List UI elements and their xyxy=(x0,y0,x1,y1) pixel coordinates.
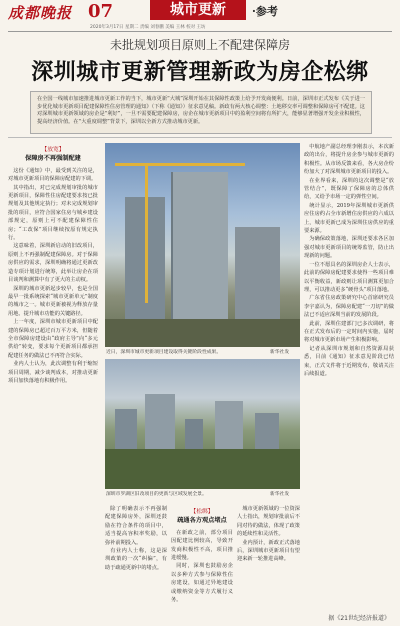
paragraph: 其中指出，对已完成规划审批的城市更新项目，保障性住房配建要求按已批规划及其他规定执行；对未完成规划审批的项目，应符合国家住房与城乡建设部规定，原则上可不配建保障性住房；“工改保”项目继续按原有规定执行。 xyxy=(8,184,98,242)
paragraph: 深圳的城市更新起步较早，也是全国最早一批系统探索“城市更新单元”制度的城市之一。城市更新被视为释放存量用地、提升城市功能的关键路径。 xyxy=(8,285,98,317)
paragraph: 同时，深圳也鼓励房企以多种方式参与保障性住房建设，如通过异地建设或缴纳资金等方式履行义务。 xyxy=(171,563,233,604)
paragraph: 业内预计，新政正式落地后，深圳城市更新项目有望迎来新一轮推进高峰。 xyxy=(237,539,300,563)
subhead-label: 【放宽】 xyxy=(41,147,65,153)
section-band xyxy=(150,0,246,20)
column-1 xyxy=(8,143,98,615)
subhead-label: 【松绑】 xyxy=(190,509,214,515)
hill-shape xyxy=(105,449,300,489)
lead-text: 在全国一线城市加速推进城市更新工作的当下，城市更新“大城”深圳开始在其保障性政策上给予开发商便利。日前，深圳市正式发布《关于进一步优化城市更新项目配建保障性住房管理的通知》（下称《通知》）征求意见稿。新政有两大核心调整：土地移交率可调整和保障房可不配建。这对深圳城市更新领域的房企是“利好”，一旦不需要配建保障房，房企在城市更新项目中的盈利空间将有所扩大，能够显著增强开发企业积极性，提高经济价值。在“大重度调整”背景下，深圳以全新方式推动城市更新。 xyxy=(37,96,365,125)
photo-credit: 新华社发 xyxy=(270,492,290,497)
masthead xyxy=(0,0,400,33)
paragraph: 除了明确表示不再强制配建保障房外，深圳还鼓励在符合条件的项目中，适当提高容积率奖励，以弥补前期投入。 xyxy=(105,506,167,546)
paragraph: 一位不愿具名的深圳房企人士表示，此前的保障房配建要求使得一些项目难以平衡收益，新政则让项目测算更加合理，可以推动更多“硬骨头”项目落地。 xyxy=(304,261,394,293)
page-number: 07 xyxy=(88,1,114,22)
column-3 xyxy=(171,505,233,617)
article-kicker: 未批规划项目原则上不配建保障房 xyxy=(109,38,290,52)
paragraph: 城市更新领域的一位资深人士指出，规划审批前后不同对待的做法，体现了政策的延续性和灵活性。 xyxy=(237,506,300,538)
newspaper-logo: 成都晚报 xyxy=(8,4,73,22)
paragraph: 在新政之前，部分项目因配建比例较高，导致开发商积极性不高，项目推进缓慢。 xyxy=(171,529,233,562)
skyline-photo xyxy=(105,359,300,489)
paragraph: 这份《通知》中，最受到关注的是，对城市更新项目的保障房配建的下调。 xyxy=(8,167,98,183)
divider xyxy=(8,137,392,138)
column-2 xyxy=(105,505,167,617)
paragraph: 为确保政策落地，深圳还要求各区加强对城市更新项目的统筹监管，防止出现新的问题。 xyxy=(304,236,394,260)
paragraph: 记者从深圳市规划和自然资源局获悉，目前《通知》征求意见阶段已结束，正式文件将于近期发布，敬请关注后续报道。 xyxy=(304,345,394,377)
paragraph: 在业界看来，深圳的这次调整是“放管结合”，既保障了保障房的总体供给，又给予市场一定的弹性空间。 xyxy=(304,177,394,201)
photo-credit: 新华社发 xyxy=(270,350,290,355)
lead-box xyxy=(30,91,372,134)
paragraph: 广东省住房政策研究中心首席研究员李宇嘉认为，保障房配建“一刀切”的做法已不适应深圳当前的发展阶段。 xyxy=(304,295,394,319)
paragraph: 业内人士认为，此次调整有利于缩短项目周期，减少谈判成本，对推动更新项目加快落地有积极作用。 xyxy=(8,361,98,384)
subhead-title: 疏通各方观点堵点 xyxy=(177,517,227,525)
paragraph: 有业内人士称，这是深圳政策的一次“纠偏”，有助于疏通更新中的堵点。 xyxy=(105,548,167,571)
photo-caption: 深圳市罗湖区旧改项目的更新与区域发展全景。 xyxy=(106,492,207,497)
source-credit: 据《21世纪经济报道》 xyxy=(328,615,390,622)
masthead-divider xyxy=(8,31,392,32)
section-tag: ·参考 xyxy=(252,5,278,18)
crane-jib xyxy=(115,163,245,166)
ground-shape xyxy=(105,319,300,347)
column-4 xyxy=(237,505,300,617)
paragraph: 这意味着，深圳新启动的旧改项目，原则上不再强制配建保障房。对于保障房供应的需求，深圳明确将通过更新改造专项计划进行统筹，此举让房企在项目谈判和测算中有了更大的主动权。 xyxy=(8,243,98,284)
paragraph: 此前，深圳住建部门已多次调研，将在正式发布后的一定时间内实施，届时将对城市更新市场产生积极影响。 xyxy=(304,320,394,344)
column-5 xyxy=(304,143,394,615)
paragraph: 统计显示，2019年深圳城市更新供应住房约占全市新增住房供应的六成以上，城市更新已成为深圳住房供应的重要来源。 xyxy=(304,202,394,235)
section-title: 城市更新 xyxy=(170,2,226,18)
construction-photo xyxy=(105,143,300,347)
subhead-title: 保障房不再强制配建 xyxy=(25,155,81,163)
crane-mast xyxy=(145,163,148,303)
photo-caption: 近日，深圳市城市更新项目建设取得关键阶段性成果。 xyxy=(106,350,222,355)
paragraph: 上一年度，深圳市城市更新项目中配建的保障房已超过百万平方米，但随着全市保障房建设由“政府主导”向“多元供给”转变，要求每个更新项目都承担配建任务的做法已不再符合实际。 xyxy=(8,319,98,359)
article-headline: 深圳城市更新管理新政为房企松绑 xyxy=(31,60,369,85)
issue-meta: 2020年3月17日 星期二 责编 刘春鹏 美编 王林 校对 王坊 xyxy=(90,25,206,30)
paragraph: 中航地产副总经理李刚表示，本次新政的出台，将提升房企参与城市更新的积极性。从市场反馈来看，各大房企纷纷加大了对深圳城市更新项目的投入。 xyxy=(304,144,394,176)
